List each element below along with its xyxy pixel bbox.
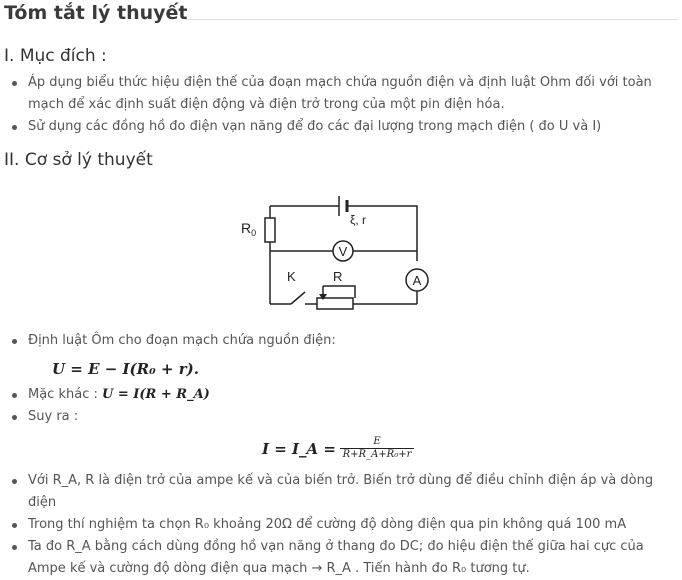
- label-rheostat: R: [333, 269, 343, 284]
- purpose-list: [10, 72, 678, 138]
- list-item: Với R_A, R là điện trở của ampe kế và của biến trở. Biến trở dùng để điều chỉnh điện áp và dòng điện: [10, 470, 678, 514]
- section-heading-theory: II. Cơ sở lý thuyết: [4, 150, 153, 170]
- theory-list-3: [10, 470, 678, 580]
- list-item: Ta đo R_A bằng cách dùng đồng hồ vạn năng ở thang đo DC; đo hiệu điện thế giữa hai cực của Ampe kế và cường độ dòng điện qua mạch → R_A . Tiến hành đo R₀ tương tự.: [10, 536, 678, 580]
- circuit-diagram: [235, 186, 435, 316]
- page-title: Tóm tắt lý thuyết: [4, 2, 188, 24]
- title-row: [2, 0, 678, 26]
- equation-3-fraction: [340, 436, 414, 460]
- fraction-numerator: E: [340, 436, 414, 449]
- theory-list-1: [10, 330, 678, 352]
- equation-3-lhs: I = I_A =: [262, 440, 336, 458]
- rheostat: [317, 298, 353, 309]
- list-item: Suy ra :: [10, 406, 678, 428]
- list-item: Áp dụng biểu thức hiệu điện thế của đoạn mạch chứa nguồn điện và định luật Ohm đối với toàn mạch để xác định suất điện động và điện trở trong của một pin điện hóa.: [10, 72, 678, 116]
- other-prefix: Mặc khác :: [28, 387, 98, 402]
- title-divider: [184, 19, 678, 20]
- label-source: ξ, r: [350, 213, 367, 227]
- list-item: [10, 384, 678, 406]
- switch-k: [291, 292, 305, 304]
- label-r0: $R_0$: [241, 220, 257, 238]
- equation-1: U = E − I(R₀ + r).: [52, 360, 199, 378]
- label-voltmeter: V: [338, 244, 348, 259]
- list-item: Trong thí nghiệm ta chọn R₀ khoảng 20Ω để cường độ dòng điện qua pin không quá 100 mA: [10, 514, 678, 536]
- list-item: Sử dụng các đồng hồ đo điện vạn năng để đo các đại lượng trong mạch điện ( đo U và I): [10, 116, 678, 138]
- section-heading-purpose: I. Mục đích :: [4, 46, 107, 66]
- label-ammeter: A: [412, 273, 422, 288]
- equation-2: U = I(R + R_A): [102, 387, 210, 402]
- fraction-denominator: R+R_A+R₀+r: [342, 449, 412, 460]
- theory-list-2: [10, 384, 678, 428]
- resistor-r0: [265, 218, 275, 242]
- label-switch: K: [287, 269, 296, 284]
- list-item: Định luật Ôm cho đoạn mạch chứa nguồn điện:: [10, 330, 678, 352]
